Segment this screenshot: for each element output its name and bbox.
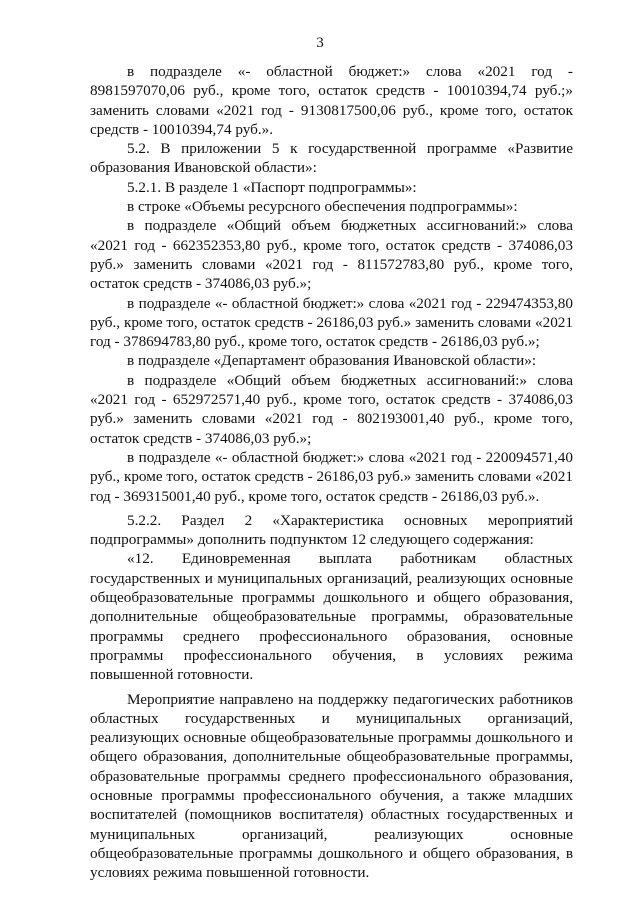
page-number: 3	[316, 35, 324, 51]
paragraph-subsection-regional-budget-total: в подразделе «- областной бюджет:» слова «2021 год - 8981597070,06 руб., кроме того, остаток средств - 10010394,74 руб.;» заменить словами «2021 год - 9130817500,06 руб., кроме того, остаток средств - 10010394,74 руб.».	[90, 63, 573, 138]
paragraph-measure-description: Мероприятие направлено на поддержку педагогических работников областных государственных и муниципальных организаций, реализующих основные общеобразовательные программы дошкольного и общего образования, дополнительные общеобразовательные программы, образовательные программы среднего профессионального образования, основные программы профессионального обучения, а также младших воспитателей (помощников воспитателя) областных государственных и муниципальных организаций, реализующих основные общеобразовательные программы дошкольного и общего образования, в условиях режима повышенной готовности.	[90, 690, 573, 882]
paragraph-total-allocations: в подразделе «Общий объем бюджетных ассигнований:» слова «2021 год - 662352353,80 руб., кроме того, остаток средств - 374086,03 руб.» заменить словами «2021 год - 811572783,80 руб., кроме того, остаток средств - 374086,03 руб.»;	[90, 217, 573, 293]
paragraph-item-5-2-2: 5.2.2. Раздел 2 «Характеристика основных мероприятий подпрограммы» дополнить подпунктом 12 следующего содержания:	[90, 511, 573, 549]
paragraph-resource-row: в строке «Объемы ресурсного обеспечения подпрограммы»:	[127, 198, 518, 216]
paragraph-department-regional-budget: в подразделе «- областной бюджет:» слова «2021 год - 220094571,40 руб., кроме того, остаток средств - 26186,03 руб.» заменить словами «2021 год - 369315001,40 руб., кроме того, остаток средств - 26186,03 руб.».	[90, 448, 573, 505]
paragraph-subitem-12: «12. Единовременная выплата работникам областных государственных и муниципальных организаций, реализующих основные общеобразовательные программы дошкольного и общего образования, дополнительные общеобразовательные программы, образовательные программы среднего профессионального образования, основные программы профессионального обучения, в условиях режима повышенной готовности.	[90, 550, 573, 684]
paragraph-item-5-2-1: 5.2.1. В разделе 1 «Паспорт подпрограммы»:	[127, 178, 417, 196]
paragraph-department-subsection: в подразделе «Департамент образования Ивановской области»:	[127, 352, 537, 370]
paragraph-item-5-2: 5.2. В приложении 5 к государственной программе «Развитие образования Ивановской области»:	[90, 140, 573, 177]
paragraph-regional-budget: в подразделе «- областной бюджет:» слова «2021 год - 229474353,80 руб., кроме того, остаток средств - 26186,03 руб.» заменить словами «2021 год - 378694783,80 руб., кроме того, остаток средств - 26186,03 руб.»;	[90, 294, 573, 351]
document-body	[90, 62, 573, 882]
paragraph-department-total-allocations: в подразделе «Общий объем бюджетных ассигнований:» слова «2021 год - 652972571,40 руб., кроме того, остаток средств - 374086,03 руб.» заменить словами «2021 год - 802193001,40 руб., кроме того, остаток средств - 374086,03 руб.»;	[90, 371, 573, 447]
